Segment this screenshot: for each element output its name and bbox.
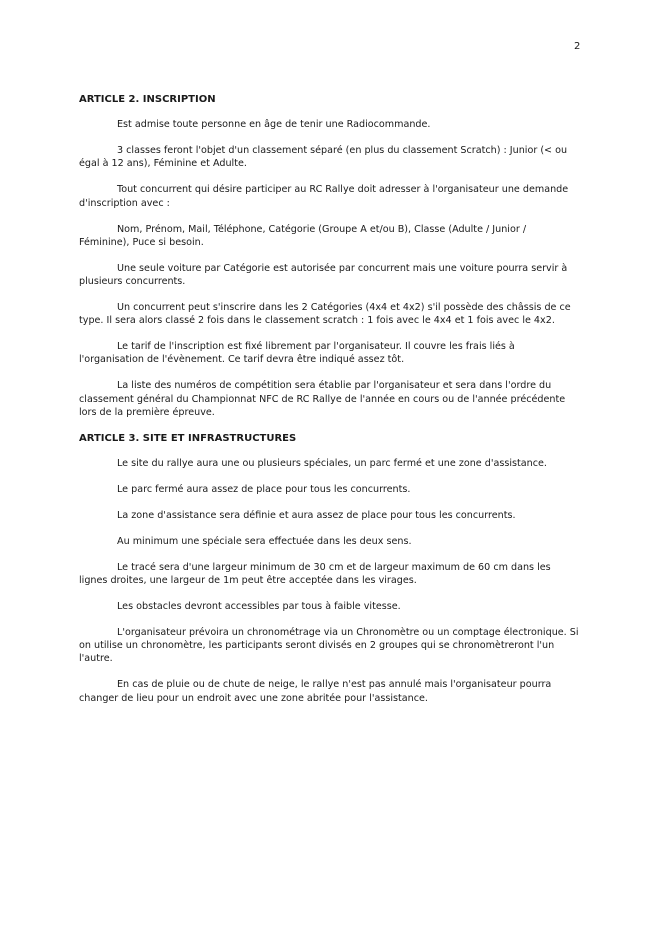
page-number: 2 (574, 41, 581, 52)
article-2-heading: ARTICLE 2. INSCRIPTION (79, 94, 216, 105)
paragraph: La zone d'assistance sera définie et aura assez de place pour tous les concurrents. (117, 509, 516, 521)
article-3-heading: ARTICLE 3. SITE ET INFRASTRUCTURES (79, 432, 297, 444)
paragraph: Le site du rallye aura une ou plusieurs spéciales, un parc fermé et une zone d'assistance. (117, 458, 547, 470)
paragraph: Le parc fermé aura assez de place pour tous les concurrents. (117, 483, 411, 495)
paragraph: Une seule voiture par Catégorie est autorisée par concurrent mais une voiture pourra servir à plusieurs concurrents. (79, 262, 568, 288)
paragraph: En cas de pluie ou de chute de neige, le rallye n'est pas annulé mais l'organisateur pourra changer de lieu pour un endroit avec une zone abritée pour l'assistance. (79, 679, 552, 704)
article-2-section (79, 93, 579, 419)
paragraph: Le tracé sera d'une largeur minimum de 30 cm et de largeur maximum de 60 cm dans les lignes droites, une largeur de 1m peut être acceptée dans les virages. (79, 561, 551, 586)
paragraph: 3 classes feront l'objet d'un classement séparé (en plus du classement Scratch) : Junior (< ou égal à 12 ans), Féminine et Adulte. (79, 145, 568, 170)
paragraph: Est admise toute personne en âge de tenir une Radiocommande. (117, 119, 431, 131)
paragraph: Tout concurrent qui désire participer au RC Rallye doit adresser à l'organisateur une demande d'inscription avec : (79, 184, 569, 209)
document-body (79, 93, 579, 717)
paragraph: La liste des numéros de compétition sera établie par l'organisateur et sera dans l'ordre du classement général du Championnat NFC de RC Rallye de l'année en cours ou de l'année précédente lors de la première épreuve. (79, 380, 566, 418)
paragraph: Les obstacles devront accessibles par tous à faible vitesse. (117, 600, 401, 612)
paragraph: Nom, Prénom, Mail, Téléphone, Catégorie (Groupe A et/ou B), Classe (Adulte / Junior / Féminine), Puce si besoin. (79, 223, 527, 248)
paragraph: Un concurrent peut s'inscrire dans les 2 Catégories (4x4 et 4x2) s'il possède des châssis de ce type. Il sera alors classé 2 fois dans le classement scratch : 1 fois avec le 4x4 et 1 fois avec le 4x2. (79, 301, 571, 327)
paragraph: Le tarif de l'inscription est fixé librement par l'organisateur. Il couvre les frais liés à l'organisation de l'évènement. Ce tarif devra être indiqué assez tôt. (79, 341, 515, 366)
paragraph: L'organisateur prévoira un chronométrage via un Chronomètre ou un comptage électronique. Si on utilise un chronomètre, les participants seront divisés en 2 groupes qui se chronomètreront l'un l'autre. (79, 626, 579, 665)
paragraph: Au minimum une spéciale sera effectuée dans les deux sens. (117, 535, 412, 547)
article-3-section (79, 432, 579, 705)
